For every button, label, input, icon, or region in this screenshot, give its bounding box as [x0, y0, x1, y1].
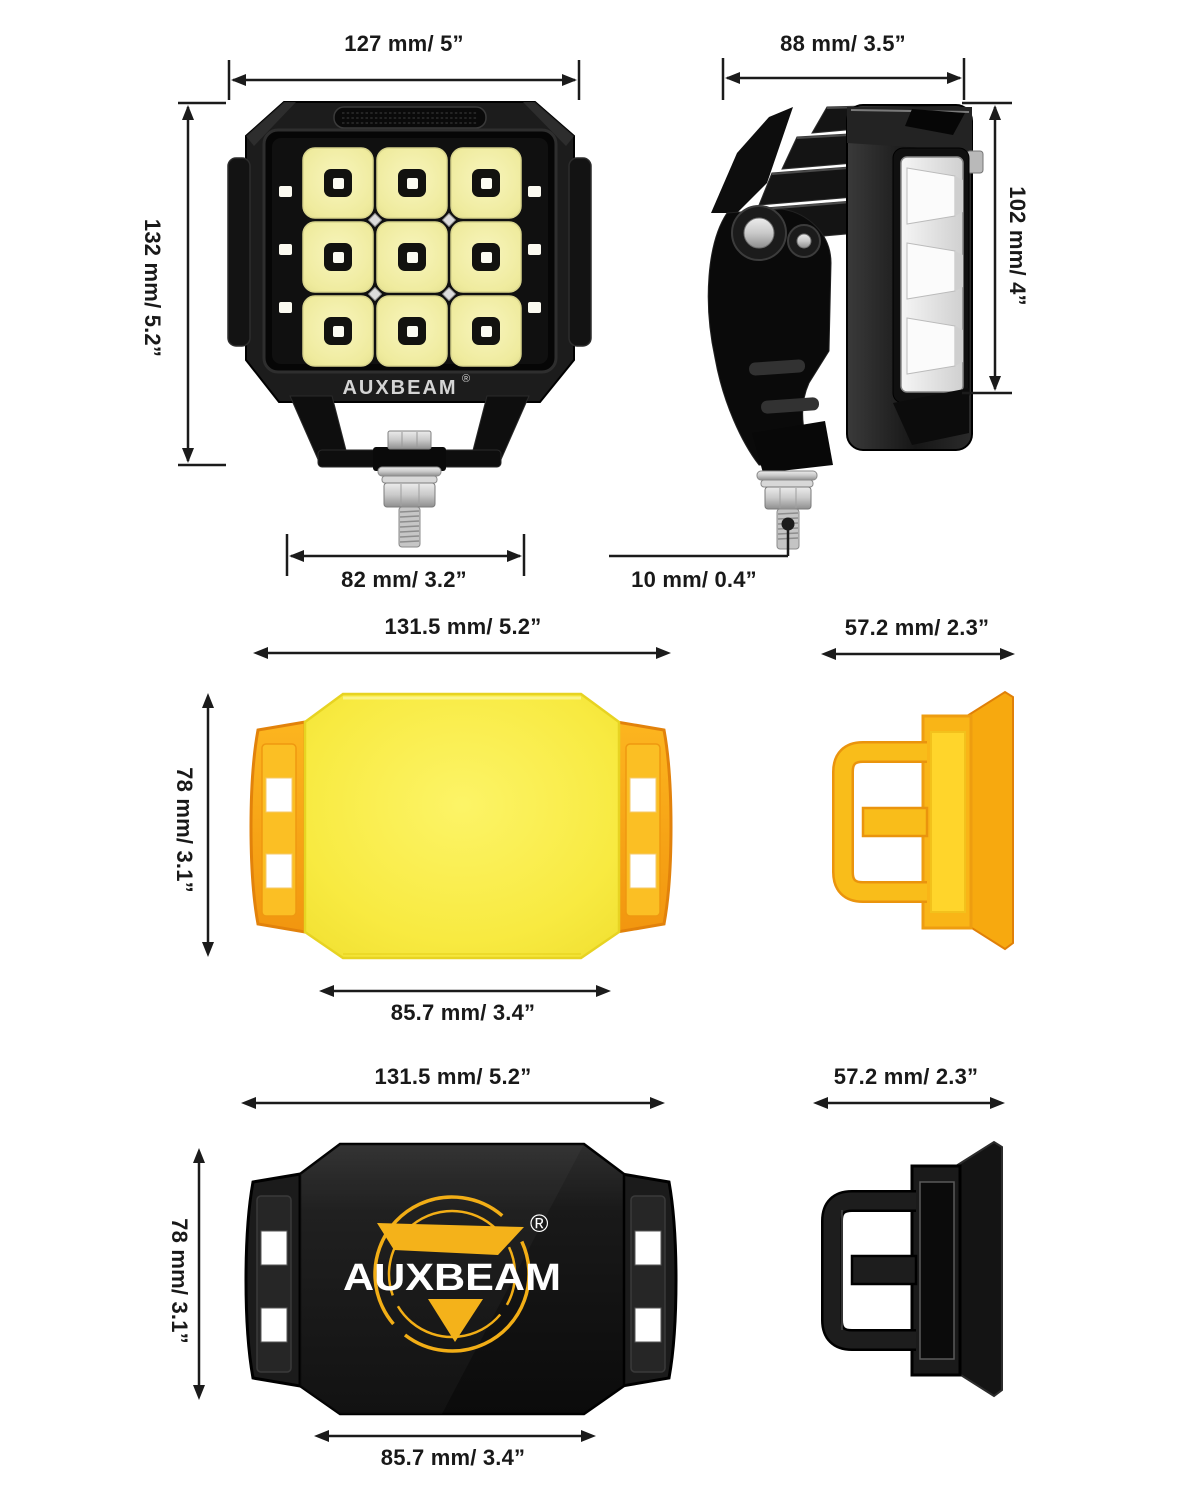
dimension-arrow-front-width — [226, 58, 582, 102]
black-cover-front-illustration — [242, 1136, 682, 1426]
dim-label-front-width: 127 mm/ 5” — [344, 31, 464, 56]
dimension-arrow-front-height — [174, 98, 228, 470]
black-clip-right — [622, 1174, 676, 1386]
led-light-side-illustration — [697, 93, 997, 563]
amber-cover-front-illustration — [247, 686, 677, 971]
dimension-arrow-black-depth — [810, 1090, 1008, 1116]
black-clip-left — [246, 1174, 300, 1386]
top-vent-strip — [334, 107, 486, 128]
dimension-arrow-black-width — [238, 1090, 668, 1116]
black-cover-side-illustration — [806, 1140, 1011, 1402]
amber-clip-left — [251, 722, 305, 932]
black-side-clip-arm — [832, 1201, 916, 1340]
amber-panel — [305, 694, 619, 958]
logo-registered-mark: ® — [530, 1210, 549, 1238]
black-side-backplate — [956, 1142, 1002, 1396]
dimension-arrow-side-depth — [720, 56, 967, 102]
led-grid — [303, 148, 521, 366]
dim-label-amber-width: 131.5 mm/ 5.2” — [384, 614, 542, 639]
dim-label-front-height: 132 mm/ 5.2” — [140, 218, 165, 358]
dimension-arrow-amber-depth — [818, 641, 1018, 667]
logo-beam-shape — [377, 1223, 524, 1255]
dimension-arrow-amber-width — [250, 640, 674, 666]
dim-label-amber-inner-width: 85.7 mm/ 3.4” — [390, 1000, 536, 1025]
dim-label-black-width: 131.5 mm/ 5.2” — [374, 1064, 532, 1089]
registered-mark: ® — [462, 373, 471, 385]
dim-label-black-inner-width: 85.7 mm/ 3.4” — [380, 1445, 526, 1470]
dim-label-black-height: 78 mm/ 3.1” — [167, 1218, 192, 1344]
amber-cover-side-illustration — [817, 690, 1022, 955]
dim-label-side-height: 102 mm/ 4” — [1005, 186, 1030, 306]
dim-label-black-depth: 57.2 mm/ 2.3” — [833, 1064, 979, 1089]
dim-label-amber-depth: 57.2 mm/ 2.3” — [844, 615, 990, 640]
amber-side-backplate — [967, 692, 1013, 949]
amber-side-clip-arm — [843, 752, 927, 892]
bolt-leader-line — [606, 514, 798, 560]
brand-text: AUXBEAM — [342, 377, 458, 399]
amber-clip-right — [617, 722, 671, 932]
dim-label-amber-height: 78 mm/ 3.1” — [172, 767, 197, 893]
logo-brand-text: AUXBEAM — [343, 1257, 561, 1299]
dimension-arrow-amber-height — [195, 690, 221, 960]
dim-label-bolt-diameter: 10 mm/ 0.4” — [631, 567, 757, 592]
dim-label-mount-width: 82 mm/ 3.2” — [341, 567, 467, 592]
led-light-front-illustration — [222, 98, 597, 550]
dim-label-side-depth: 88 mm/ 3.5” — [780, 31, 906, 56]
